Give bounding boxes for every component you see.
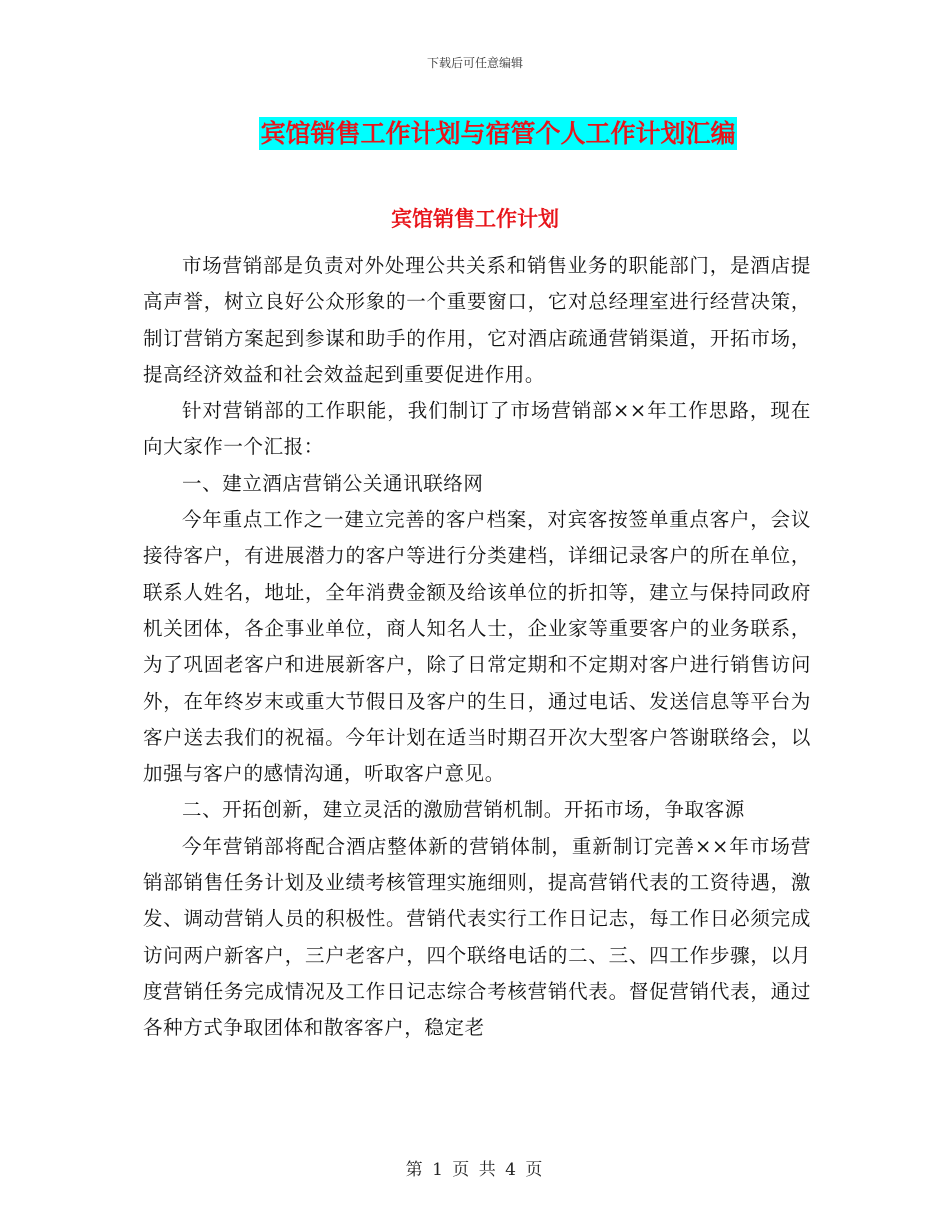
section-heading-2: 二、开拓创新，建立灵活的激励营销机制。开拓市场，争取客源: [182, 798, 745, 822]
paragraph-section-1: 今年重点工作之一建立完善的客户档案，对宾客按签单重点客户，会议接待客户，有进展潜力的客户等进行分类建档，详细记录客户的所在单位，联系人姓名，地址，全年消费金额及给该单位的折扣等，建立与保持同政府机关团体，各企事业单位，商人知名人士，企业家等重要客户的业务联系，为了巩固老客户和进展新客户，除了日常定期和不定期对客户进行销售访问外，在年终岁末或重大节假日及客户的生日，通过电话、发送信息等平台为客户送去我们的祝福。今年计划在适当时期召开次大型客户答谢联络会，以加强与客户的感情沟通，听取客户意见。: [143, 508, 811, 786]
header-note: 下载后可任意编辑: [426, 56, 523, 70]
section-title: 宾馆销售工作计划: [391, 206, 559, 231]
paragraph-section-2: 今年营销部将配合酒店整体新的营销体制，重新制订完善××年市场营销部销售任务计划及业绩考核管理实施细则，提高营销代表的工资待遇，激发、调动营销人员的积极性。营销代表实行工作日记志，每工作日必须完成访问两户新客户，三户老客户，四个联络电话的二、三、四工作步骤，以月度营销任务完成情况及工作日记志综合考核营销代表。督促营销代表，通过各种方式争取团体和散客客户，稳定老: [143, 834, 811, 1040]
document-body: [143, 248, 811, 1047]
main-title-text: 宾馆销售工作计划与宿管个人工作计划汇编: [260, 119, 736, 148]
page-number: 第 1 页 共 4 页: [405, 1160, 545, 1180]
document-main-title: [0, 114, 950, 150]
section-heading-1: 一、建立酒店营销公关通讯联络网: [182, 471, 484, 495]
paragraph-summary: 针对营销部的工作职能，我们制订了市场营销部××年工作思路，现在向大家作一个汇报：: [143, 399, 811, 459]
paragraph-intro: 市场营销部是负责对外处理公共关系和销售业务的职能部门，是酒店提高声誉，树立良好公众形象的一个重要窗口，它对总经理室进行经营决策，制订营销方案起到参谋和助手的作用，它对酒店疏通营销渠道，开拓市场，提高经济效益和社会效益起到重要促进作用。: [143, 254, 811, 386]
